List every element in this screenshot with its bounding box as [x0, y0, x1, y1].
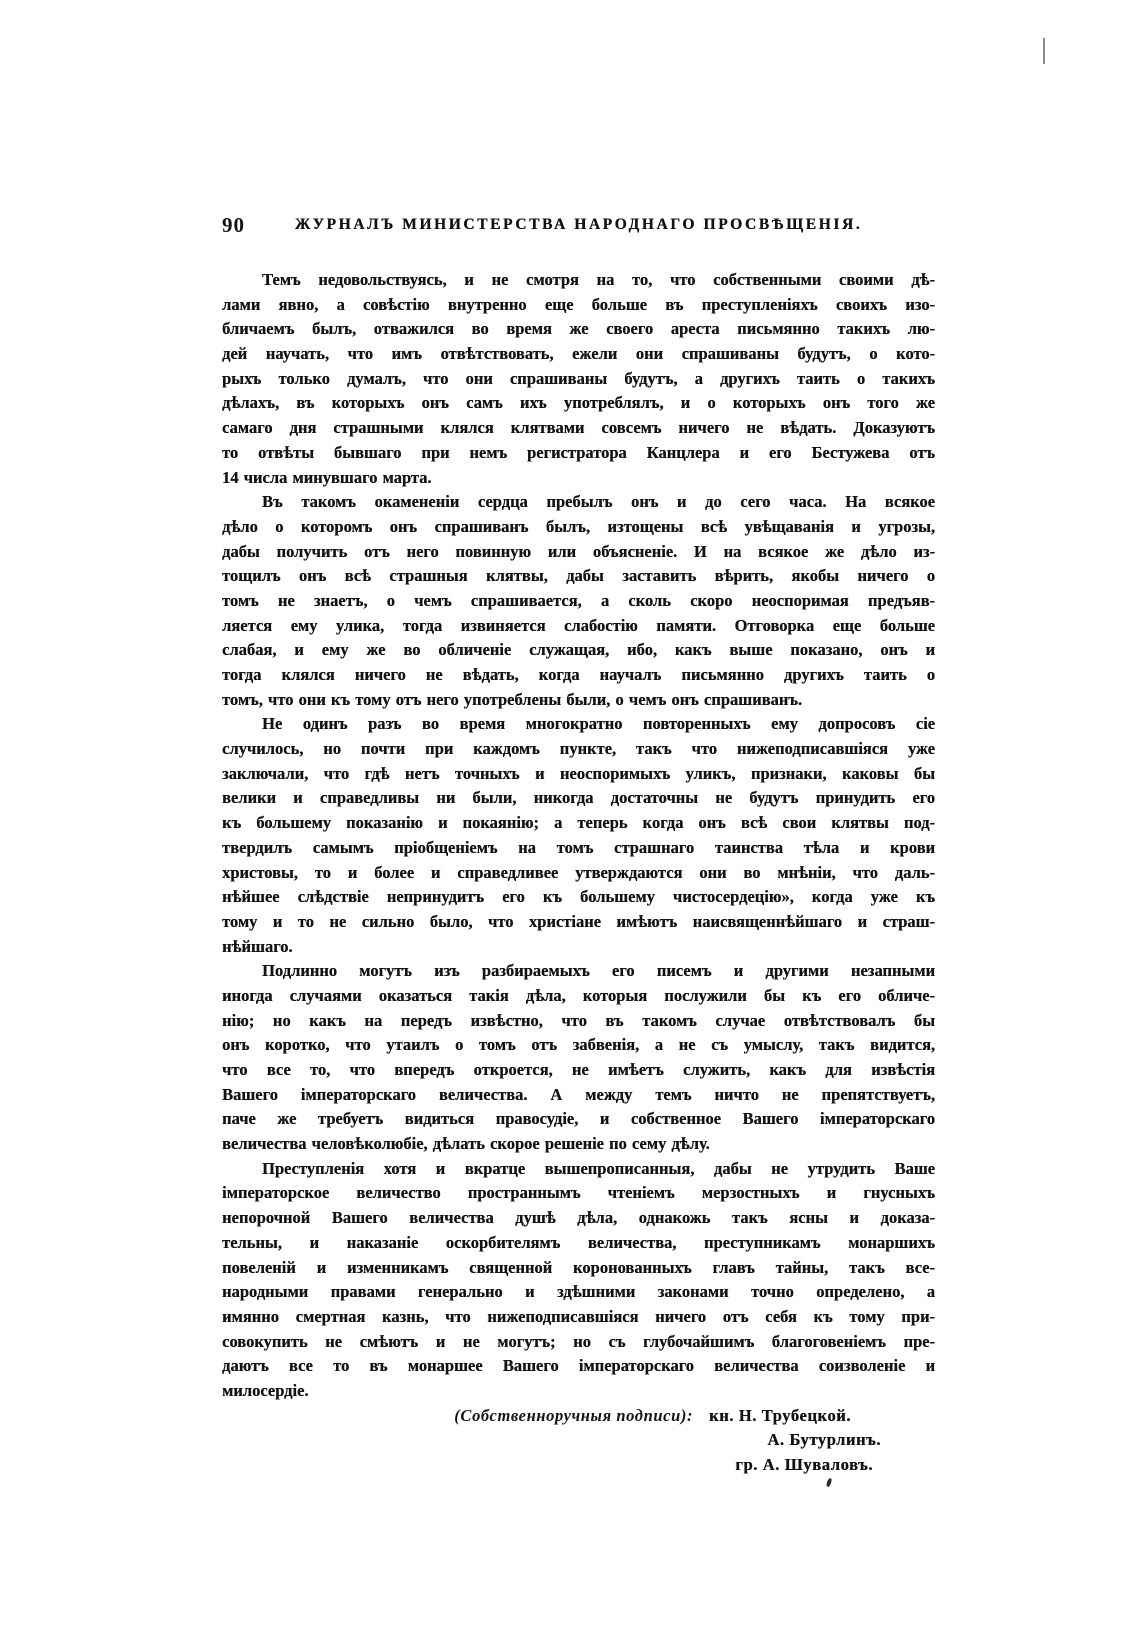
- journal-title: ЖУРНАЛЪ МИНИСТЕРСТВА НАРОДНАГО ПРОСВѢЩЕНІЯ.: [294, 216, 863, 233]
- text-line: повеленій и изменникамъ священной коронованныхъ главъ тайны, такъ все-: [222, 1257, 935, 1277]
- body-text: [222, 268, 935, 1404]
- text-line: імператорское величество пространнымъ чтеніемъ мерзостныхъ и гнусныхъ: [222, 1183, 935, 1203]
- page-content: [222, 212, 935, 1478]
- signature-row: [222, 1453, 935, 1478]
- text-line: 14 числа минувшаго марта.: [222, 467, 432, 487]
- signature-row: [222, 1404, 935, 1429]
- page-header: [222, 212, 935, 240]
- text-line: имянно смертная казнь, что нижеподписавшіяся ничего отъ себя къ тому при-: [222, 1306, 935, 1326]
- text-line: Преступленія хотя и вкратце вышепрописанныя, дабы не утрудить Ваше: [262, 1158, 935, 1178]
- text-line: даютъ все то въ монаршее Вашего імператорскаго величества соизволеніе и: [222, 1356, 935, 1376]
- paragraph: [222, 1157, 935, 1404]
- signature-name: кн. Н. Трубецкой.: [709, 1405, 851, 1425]
- text-line: паче же требуетъ видиться правосудіе, и собственное Вашего імператорскаго: [222, 1109, 935, 1129]
- text-line: то отвѣты бывшаго при немъ регистратора Канцлера и его Бестужева отъ: [222, 442, 935, 462]
- signature-name: гр. А. Шуваловъ.: [735, 1455, 873, 1474]
- text-line: нѣйшее слѣдствіе непринудитъ его къ большему чистосердецію», когда уже къ: [222, 887, 935, 907]
- paragraph: [222, 268, 935, 490]
- text-line: тогда клялся ничего не вѣдать, когда научалъ письмянно другихъ таить о: [222, 665, 935, 684]
- text-line: иногда случаями оказаться такія дѣла, которыя послужили бы къ его обличе-: [222, 985, 935, 1005]
- text-line: томъ не знаетъ, о чемъ спрашивается, а сколь скоро неоспоримая предъяв-: [222, 590, 935, 610]
- text-line: дабы получить отъ него повинную или объясненіе. И на всякое же дѣло из-: [222, 541, 935, 561]
- text-line: случилось, но почти при каждомъ пункте, такъ что нижеподписавшіяся уже: [222, 739, 935, 759]
- text-line: бличаемъ былъ, отважился во время же своего ареста письмянно такихъ лю-: [222, 319, 935, 339]
- text-line: Вашего імператорскаго величества. А между темъ ничто не препятствуетъ,: [222, 1084, 935, 1104]
- text-line: ляется ему улика, тогда извиняется слабостію памяти. Отговорка еще больше: [222, 615, 935, 635]
- text-line: Подлинно могутъ изъ разбираемыхъ его писемъ и другими незапными: [262, 961, 935, 981]
- text-line: тощилъ онъ всѣ страшныя клятвы, дабы заставить вѣрить, якобы ничего о: [222, 566, 935, 586]
- text-line: томъ, что они къ тому отъ него употреблены были, о чемъ онъ спрашиванъ.: [222, 689, 803, 709]
- scan-artifact-speck: [826, 1478, 833, 1488]
- text-line: онъ коротко, что утаилъ о томъ отъ забвенія, а не съ умыслу, такъ видится,: [222, 1035, 935, 1055]
- text-line: народными правами генерально и здѣшними законами точно определено, а: [222, 1282, 935, 1302]
- text-line: непорочной Вашего величества душѣ дѣла, однакожь такъ ясны и доказа-: [222, 1208, 935, 1228]
- text-line: дѣло о которомъ онъ спрашиванъ былъ, изтощены всѣ увѣщаванія и угрозы,: [222, 516, 935, 536]
- paragraph: [222, 959, 935, 1157]
- text-line: совокупить не смѣютъ и не могутъ; но съ глубочайшимъ благоговеніемъ пре-: [222, 1331, 935, 1351]
- text-line: твердилъ самымъ пріобщеніемъ на томъ страшнаго таинства тѣла и крови: [222, 837, 935, 857]
- text-line: нію; но какъ на передъ извѣстно, что въ такомъ случае отвѣтствовалъ бы: [222, 1010, 935, 1030]
- text-line: заключали, что гдѣ нетъ точныхъ и неоспоримыхъ уликъ, признаки, каковы бы: [222, 763, 935, 783]
- text-line: дѣлахъ, въ которыхъ онъ самъ ихъ употреблялъ, и о которыхъ онъ того же: [222, 393, 935, 413]
- text-line: милосердіе.: [222, 1380, 309, 1400]
- paragraph: [222, 490, 935, 712]
- text-line: христовы, то и более и справедливее утверждаются они во мнѣніи, что даль-: [222, 862, 935, 882]
- page-number: 90: [222, 213, 245, 237]
- signature-caption: (Собственноручныя подписи):: [454, 1405, 694, 1425]
- signature-name: А. Бутурлинъ.: [767, 1430, 881, 1450]
- text-line: Не одинъ разъ во время многократно повторенныхъ ему допросовъ сіе: [262, 714, 935, 734]
- text-line: дей научать, что имъ отвѣтствовать, ежели они спрашиваны будутъ, о кото-: [222, 344, 935, 364]
- text-line: самаго дня страшными клялся клятвами совсемъ ничего не вѣдать. Доказуютъ: [222, 418, 935, 438]
- text-line: рыхъ только думалъ, что они спрашиваны будутъ, а другихъ таить о такихъ: [222, 368, 935, 388]
- text-line: нѣйшаго.: [222, 936, 293, 956]
- text-line: величества человѣколюбіе, дѣлать скорое решеніе по сему дѣлу.: [222, 1134, 710, 1154]
- paragraph: [222, 712, 935, 959]
- text-line: что все то, что впередъ откроется, не имѣетъ служить, какъ для извѣстія: [222, 1060, 935, 1079]
- text-line: тому и то не сильно было, что христіане имѣютъ наисвященнѣйшаго и страш-: [222, 911, 935, 931]
- scan-artifact-line: [1043, 38, 1045, 64]
- text-line: Въ такомъ окамененіи сердца пребылъ онъ и до сего часа. На всякое: [262, 492, 935, 512]
- text-line: велики и справедливы ни были, никогда достаточны не будутъ принудить его: [222, 788, 935, 808]
- text-line: Темъ недовольствуясь, и не смотря на то, что собственными своими дѣ-: [262, 270, 935, 289]
- text-line: тельны, и наказаніе оскорбителямъ величества, преступникамъ монаршихъ: [222, 1232, 935, 1252]
- text-line: лами явно, а совѣстію внутренно еще больше въ преступленіяхъ своихъ изо-: [222, 294, 935, 314]
- signature-row: [222, 1428, 935, 1453]
- text-line: слабая, и ему же во обличеніе служащая, ибо, какъ выше показано, онъ и: [222, 640, 935, 660]
- signature-block: [222, 1404, 935, 1478]
- text-line: къ большему показанію и покаянію; а теперь когда онъ всѣ свои клятвы под-: [222, 813, 935, 833]
